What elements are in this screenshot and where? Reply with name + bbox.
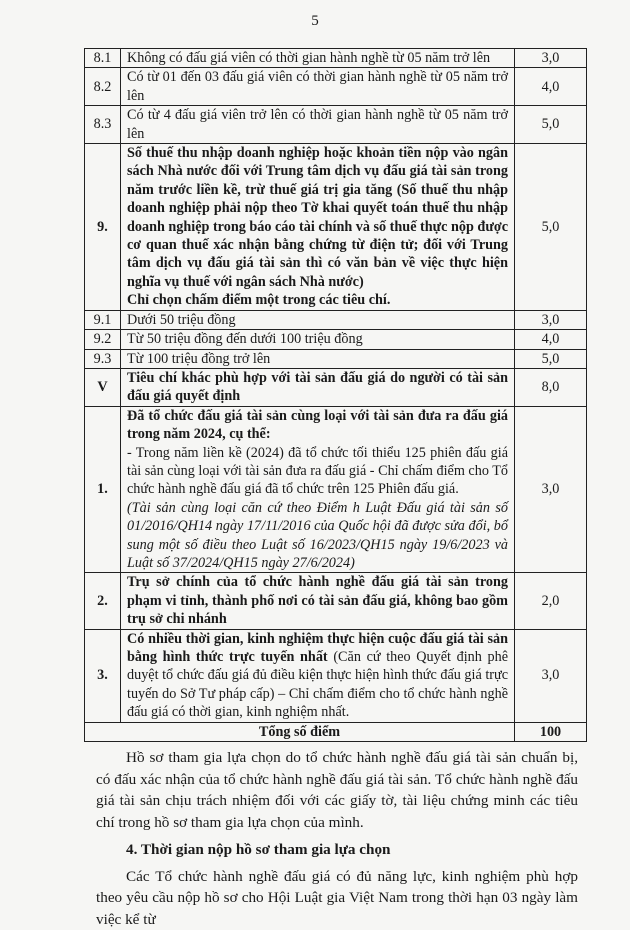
criterion-text: Không có đấu giá viên có thời gian hành nghề từ 05 năm trở lên	[121, 49, 515, 68]
table-row	[85, 310, 587, 329]
table-row	[85, 68, 587, 106]
criterion-cell	[121, 144, 515, 311]
criterion-score: 5,0	[515, 349, 587, 368]
table-row	[85, 106, 587, 144]
row-number: 8.1	[85, 49, 121, 68]
criterion-text: Số thuế thu nhập doanh nghiệp hoặc khoản tiền nộp vào ngân sách Nhà nước đối với Trung tâm dịch vụ đấu giá tài sản trong năm trước liền kề, trừ thuế giá trị gia tăng (Số thuế thu nhập doanh nghiệp phải nộp theo Tờ khai quyết toán thuế thu nhập doanh nghiệp trong báo cáo tài chính và số thuế thực nộp được cơ quan thuế xác nhận bằng chứng từ điện tử; đối với Trung tâm dịch vụ đấu giá tài sản thì có văn bản về việc thực hiện nghĩa vụ thuế với ngân sách Nhà nước)	[127, 145, 508, 290]
criterion-text: Trụ sở chính của tổ chức hành nghề đấu giá tài sản trong phạm vi tỉnh, thành phố nơi có tài sản đấu giá, không bao gồm trụ sở chi nhánh	[121, 573, 515, 629]
criterion-text: Dưới 50 triệu đồng	[121, 310, 515, 329]
criterion-text: Từ 100 triệu đồng trở lên	[121, 349, 515, 368]
table-row	[85, 144, 587, 311]
criterion-score: 8,0	[515, 368, 587, 406]
paragraph-submission: Các Tổ chức hành nghề đấu giá có đủ năng lực, kinh nghiệm phù hợp theo yêu cầu nộp hồ sơ cho Hội Luật gia Việt Nam trong thời hạn 03 ngày làm việc kể từ	[96, 867, 578, 928]
row-number: V	[85, 368, 121, 406]
criterion-score: 5,0	[515, 144, 587, 311]
criterion-text: (Căn cứ theo Quyết định phê duyệt tổ chức đấu giá đủ điều kiện thực hiện hình thức đấu giá trực tuyến do Sở Tư pháp cấp) – Chỉ chấm điểm cho tổ chức hành nghề đấu giá có thời gian, kinh nghiệm nhất.	[127, 649, 509, 721]
table-row	[85, 49, 587, 68]
row-number: 8.2	[85, 68, 121, 106]
section-heading-submission-time: 4. Thời gian nộp hồ sơ tham gia lựa chọn	[126, 841, 391, 859]
criterion-note: Chỉ chọn chấm điểm một trong các tiêu chí.	[127, 292, 391, 309]
criterion-score: 4,0	[515, 68, 587, 106]
total-label: Tổng số điểm	[85, 722, 515, 741]
table-row	[85, 629, 587, 722]
criterion-text: - Trong năm liền kề (2024) đã tổ chức tối thiểu 125 phiên đấu giá tài sản cùng loại với tài sản đưa ra đấu giá - Chỉ chấm điểm cho Tổ chức hành nghề đấu giá đã tổ chức trên 125 Phiên đấu giá.	[127, 444, 508, 498]
total-row	[85, 722, 587, 741]
table-row	[85, 349, 587, 368]
total-score: 100	[515, 722, 587, 741]
criterion-cell	[121, 406, 515, 573]
criterion-note: (Tài sản cùng loại căn cứ theo Điểm h Luật Đấu giá tài sản số 01/2016/QH14 ngày 17/11/2016 của Quốc hội đã được sửa đổi, bổ sung một số điều theo Luật số 16/2023/QH15 ngày 19/6/2023 và Luật số 37/2024/QH15 ngày 27/6/2024)	[127, 499, 508, 571]
row-number: 3.	[85, 629, 121, 722]
row-number: 1.	[85, 406, 121, 573]
criterion-score: 3,0	[515, 406, 587, 573]
criterion-score: 3,0	[515, 310, 587, 329]
criterion-text: Tiêu chí khác phù hợp với tài sản đấu giá do người có tài sản đấu giá quyết định	[121, 368, 515, 406]
row-number: 9.	[85, 144, 121, 311]
table-row	[85, 330, 587, 349]
criterion-score: 3,0	[515, 49, 587, 68]
criterion-score: 3,0	[515, 629, 587, 722]
criterion-title: Có nhiều thời gian, kinh nghiệm thực hiện cuộc đấu giá tài sản bằng hình thức trực tuyến nhất	[127, 630, 508, 665]
row-number: 9.2	[85, 330, 121, 349]
criterion-text: Từ 50 triệu đồng đến dưới 100 triệu đồng	[121, 330, 515, 349]
row-number: 2.	[85, 573, 121, 629]
criterion-text: Có từ 01 đến 03 đấu giá viên có thời gian hành nghề từ 05 năm trở lên	[121, 68, 515, 106]
table-row	[85, 406, 587, 573]
paragraph-dossier-responsibility: Hồ sơ tham gia lựa chọn do tổ chức hành nghề đấu giá tài sản chuẩn bị, có đấu xác nhận của tổ chức hành nghề đấu giá tài sản. Tổ chức hành nghề đấu giá tài sản chịu trách nhiệm đối với các giấy tờ, tài liệu chứng minh các tiêu chí trong hồ sơ tham gia lựa chọn của mình.	[96, 749, 578, 831]
table-row	[85, 573, 587, 629]
page-number: 5	[311, 13, 319, 29]
scoring-criteria-table	[84, 48, 587, 742]
table-row	[85, 368, 587, 406]
criterion-cell	[121, 629, 515, 722]
criterion-score: 4,0	[515, 330, 587, 349]
criterion-text: Có từ 4 đấu giá viên trở lên có thời gian hành nghề từ 05 năm trở lên	[121, 106, 515, 144]
row-number: 8.3	[85, 106, 121, 144]
criterion-score: 5,0	[515, 106, 587, 144]
criterion-score: 2,0	[515, 573, 587, 629]
row-number: 9.1	[85, 310, 121, 329]
criterion-title: Đã tổ chức đấu giá tài sản cùng loại với tài sản đưa ra đấu giá trong năm 2024, cụ thể:	[127, 407, 508, 443]
row-number: 9.3	[85, 349, 121, 368]
